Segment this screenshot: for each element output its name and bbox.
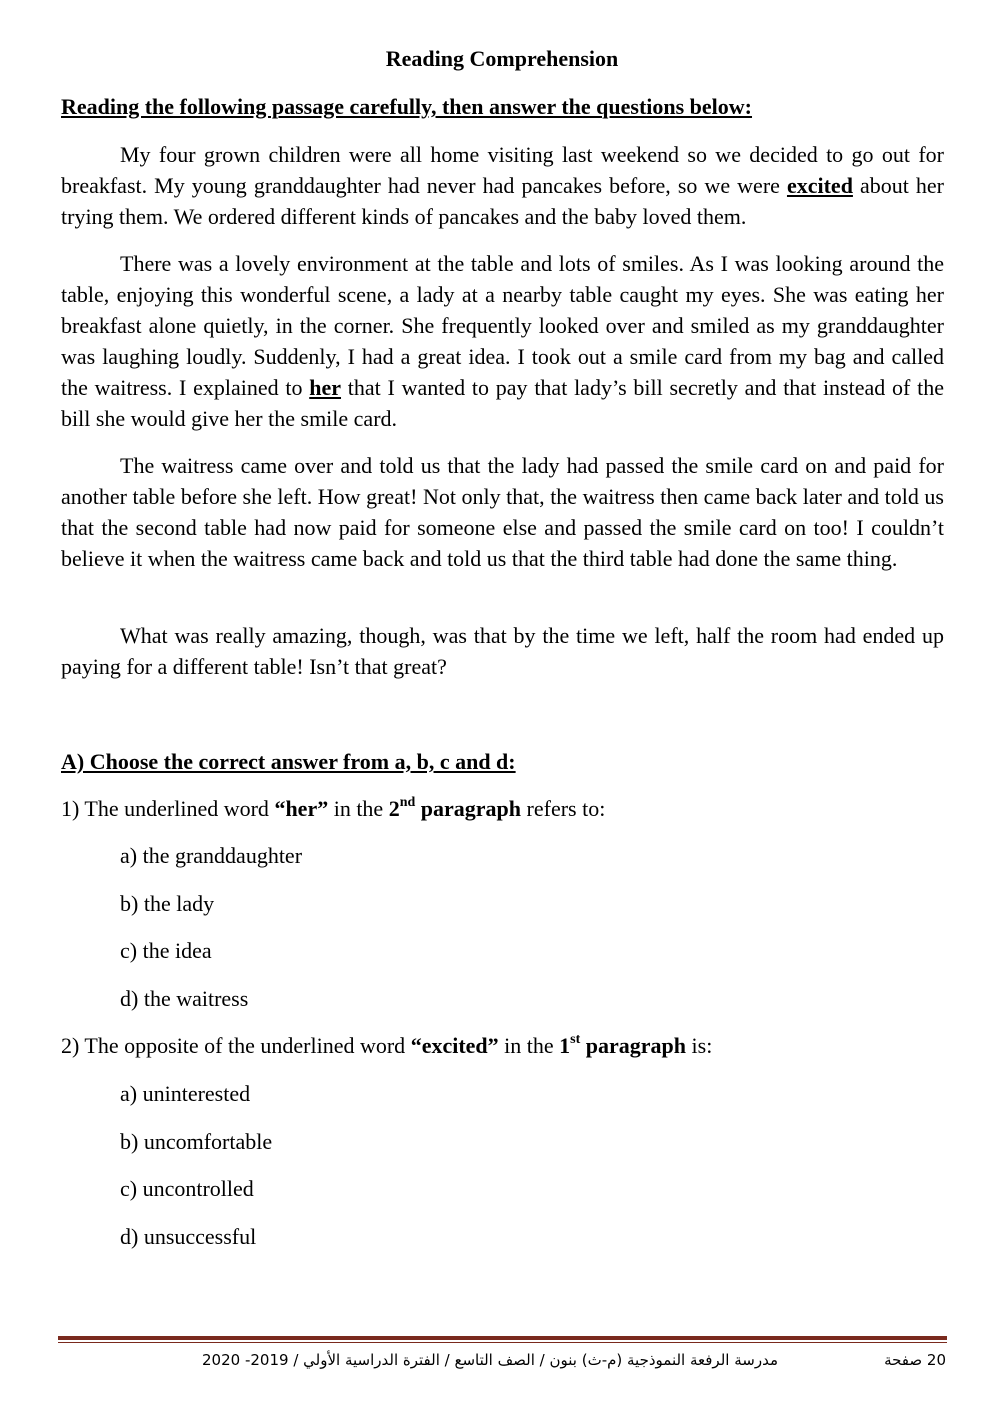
passage-paragraph-2: There was a lovely environment at the table and lots of smiles. As I was looking around the table, enjoying this wonderful scene, a lady at a nearby table caught my eyes. She was eating her breakfast alone quietly, in the corner. She frequently looked over and smiled as my granddaughter was laughing loudly. Suddenly, I had a great idea. I took out a smile card from my bag and called the waitress. I explained to her that I wanted to pay that lady’s bill secretly and that instead of the bill she would give her the smile card. bbox=[61, 251, 944, 431]
footer-page-number: 20 صفحة bbox=[884, 1351, 946, 1369]
passage-paragraph-3: The waitress came over and told us that the lady had passed the smile card on and paid for another table before she left. How great! Not only that, the waitress then came back later and told us that the second table had now paid for someone else and passed the smile card on too! I couldn’t believe it when the waitress came back and told us that the third table had done the same thing. bbox=[61, 453, 944, 571]
footer-school-info: مدرسة الرفعة النموذجية (م-ث) بنون / الصف التاسع / الفترة الدراسية الأولي / 2019- 2020 bbox=[202, 1351, 778, 1369]
instruction-heading: Reading the following passage carefully, then answer the questions below: bbox=[61, 94, 753, 119]
question-2-option-c: c) uncontrolled bbox=[120, 1176, 254, 1201]
question-2-option-a: a) uninterested bbox=[120, 1081, 251, 1106]
question-2-option-d: d) unsuccessful bbox=[120, 1224, 257, 1249]
question-1: 1) The underlined word “her” in the 2nd paragraph refers to: bbox=[61, 794, 606, 821]
question-1-option-c: c) the idea bbox=[120, 938, 212, 963]
footer-divider bbox=[58, 1336, 947, 1340]
question-1-option-d: d) the waitress bbox=[120, 986, 249, 1011]
question-1-option-a: a) the granddaughter bbox=[120, 843, 303, 868]
passage-paragraph-4: What was really amazing, though, was that by the time we left, half the room had ended up paying for a different table! Isn’t that great? bbox=[61, 623, 944, 679]
underlined-word-her: her bbox=[309, 375, 342, 400]
question-1-option-b: b) the lady bbox=[120, 891, 215, 916]
footer-divider-thin bbox=[58, 1342, 947, 1343]
page-title: Reading Comprehension bbox=[385, 46, 619, 71]
underlined-word-excited: excited bbox=[786, 173, 853, 198]
question-2-option-b: b) uncomfortable bbox=[120, 1129, 273, 1154]
question-2: 2) The opposite of the underlined word “excited” in the 1st paragraph is: bbox=[61, 1031, 713, 1058]
section-a-heading: A) Choose the correct answer from a, b, c and d: bbox=[61, 749, 516, 774]
passage-paragraph-1: My four grown children were all home visiting last weekend so we decided to go out for breakfast. My young granddaughter had never had pancakes before, so we were excited about her trying them. We ordered different kinds of pancakes and the baby loved them. bbox=[61, 142, 945, 229]
